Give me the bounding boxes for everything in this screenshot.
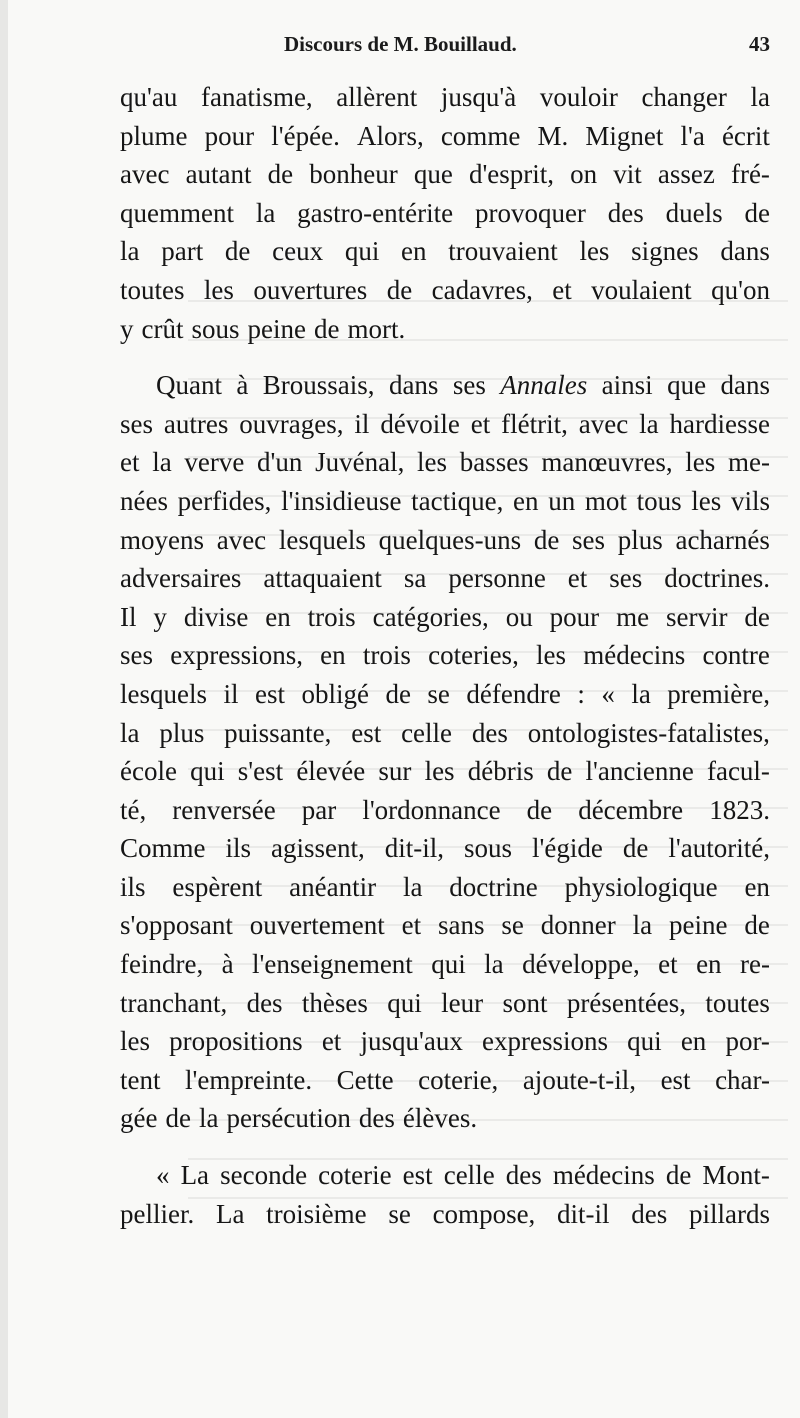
text-line: nées perfides, l'insidieuse tactique, en un mot tous les vils (120, 485, 770, 516)
text-line: quemment la gastro-entérite provoquer des duels de (120, 197, 770, 228)
text-line: « La seconde coterie est celle des médecins de Mont- (156, 1160, 770, 1191)
text-line: tranchant, des thèses qui leur sont présentées, toutes (120, 987, 770, 1018)
text-line: les propositions et jusqu'aux expressions qui en por- (120, 1026, 770, 1057)
text-line: qu'au fanatisme, allèrent jusqu'à vouloir changer la (120, 82, 770, 112)
text-line: pellier. La troisième se compose, dit-il des pillards (120, 1198, 770, 1229)
page-number: 43 (749, 32, 770, 56)
text-line: lesquels il est obligé de se défendre : « la première, (120, 678, 770, 709)
body-text (120, 78, 770, 1233)
text-line: ils espèrent anéantir la doctrine physiologique en (120, 871, 770, 902)
text-line: avec autant de bonheur que d'esprit, on vit assez fré- (120, 159, 770, 190)
text-line: Quant à Broussais, dans ses Annales ainsi que dans (156, 370, 770, 401)
text-line: et la verve d'un Juvénal, les basses manœuvres, les me- (120, 447, 770, 478)
text-line: adversaires attaquaient sa personne et ses doctrines. (120, 563, 770, 594)
text-line: ses autres ouvrages, il dévoile et flétrit, avec la hardiesse (120, 408, 770, 439)
text-line: toutes les ouvertures de cadavres, et voulaient qu'on (120, 274, 770, 305)
text-line: plume pour l'épée. Alors, comme M. Mignet l'a écrit (120, 120, 770, 151)
text-line: gée de la persécution des élèves. (120, 1103, 478, 1134)
text-line: la plus puissante, est celle des ontologistes-fatalistes, (120, 717, 770, 748)
text-line: la part de ceux qui en trouvaient les signes dans (120, 236, 770, 267)
text-line: s'opposant ouvertement et sans se donner la peine de (120, 910, 770, 941)
text-line: école qui s'est élevée sur les débris de l'ancienne facul- (120, 756, 770, 787)
text-line: y crût sous peine de mort. (120, 313, 406, 344)
text-line: feindre, à l'enseignement qui la développe, et en re- (120, 949, 770, 980)
text-line: Il y divise en trois catégories, ou pour me servir de (120, 601, 770, 632)
running-head (120, 32, 770, 66)
text-line: té, renversée par l'ordonnance de décembre 1823. (120, 794, 770, 825)
running-title: Discours de M. Bouillaud. (284, 32, 517, 56)
text-line: ses expressions, en trois coteries, les médecins contre (120, 640, 770, 671)
text-line: tent l'empreinte. Cette coterie, ajoute-t-il, est char- (120, 1064, 770, 1095)
text-line: moyens avec lesquels quelques-uns de ses plus acharnés (120, 524, 770, 555)
text-line: Comme ils agissent, dit-il, sous l'égide de l'autorité, (120, 833, 770, 864)
